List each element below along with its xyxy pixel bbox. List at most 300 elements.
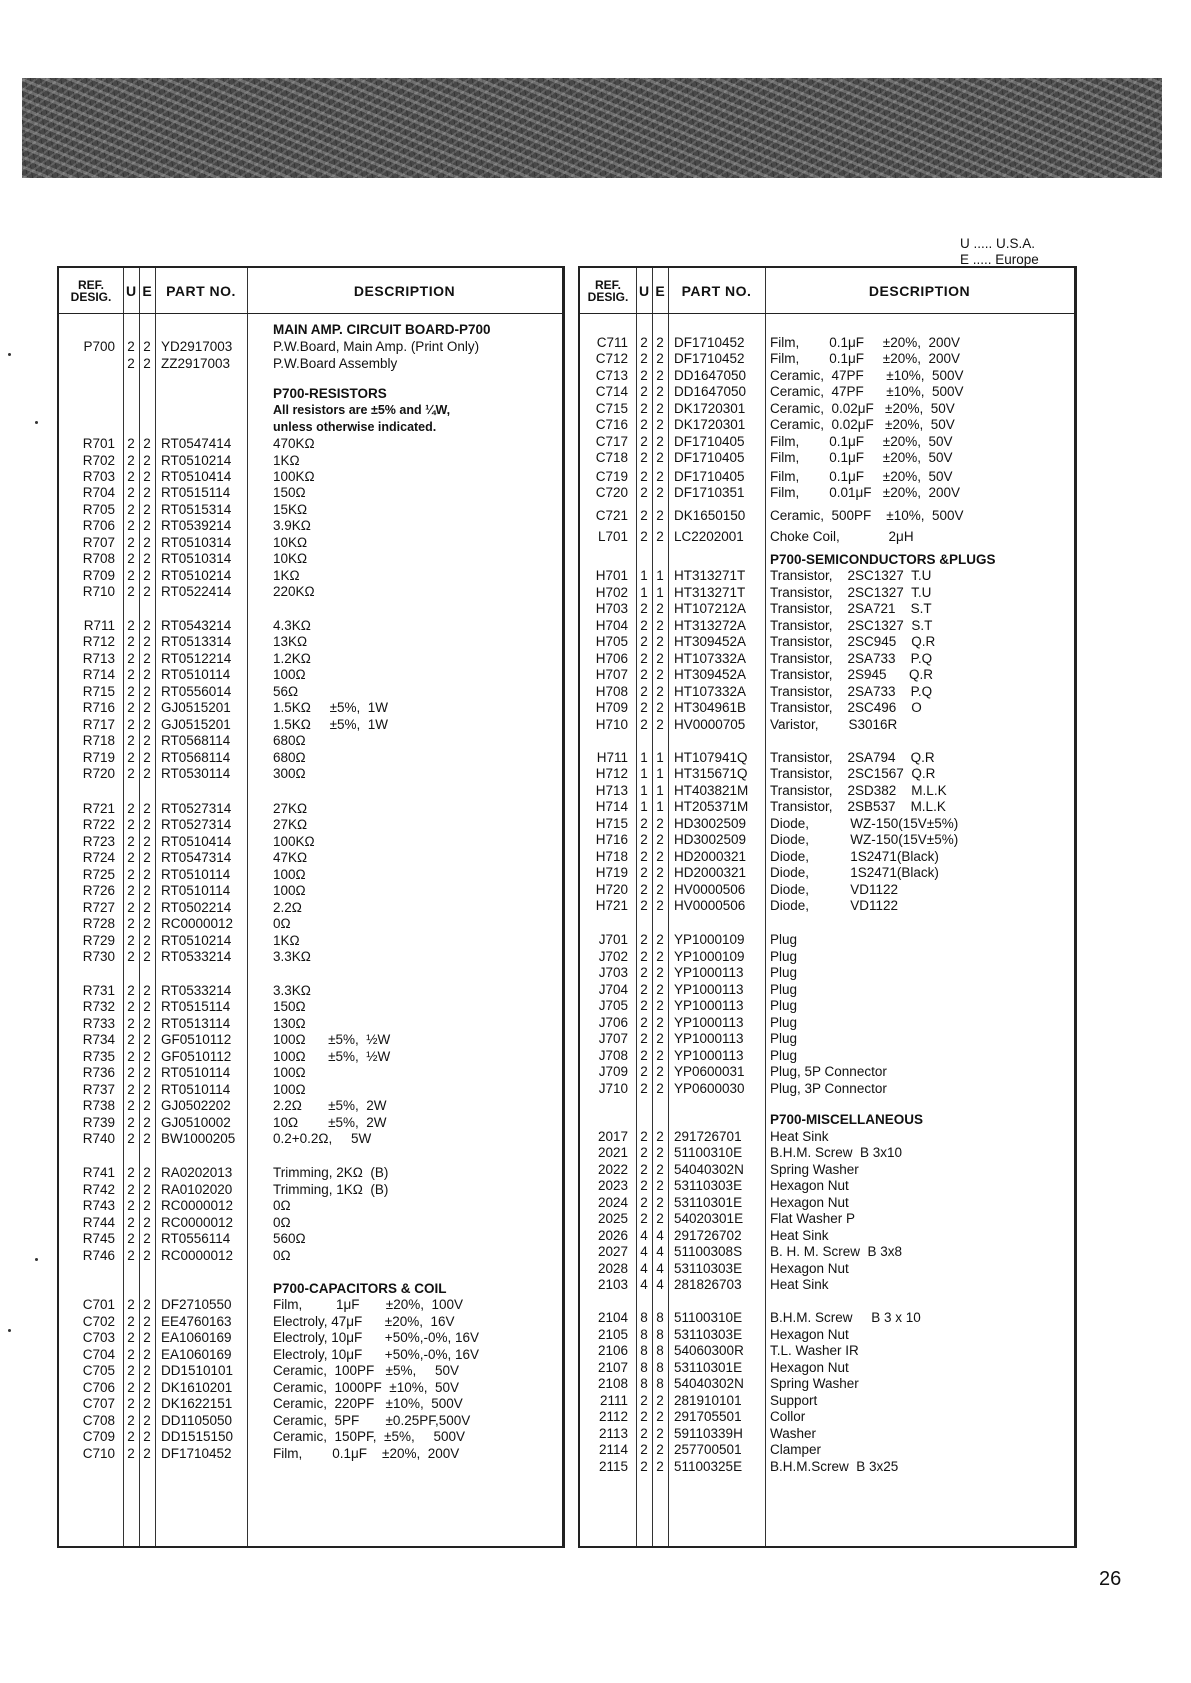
u-cell: 2 (127, 700, 135, 715)
part-no-cell: DK1720301 (674, 401, 746, 416)
description-cell: 27KΩ (273, 817, 308, 832)
description-cell: 56Ω (273, 684, 299, 699)
ref-desig-cell: C718 (595, 450, 628, 465)
e-cell: 2 (143, 834, 151, 849)
u-cell: 2 (640, 1162, 648, 1177)
u-cell: 2 (640, 1048, 648, 1063)
description-cell: 3.3KΩ (273, 983, 311, 998)
description-cell: Diode, 1S2471(Black) (770, 849, 939, 864)
description-cell: 3.3KΩ (273, 949, 311, 964)
ref-desig-cell: J706 (598, 1015, 628, 1030)
ref-desig-cell: C701 (82, 1297, 115, 1312)
description-cell: 100Ω (273, 1082, 306, 1097)
description-cell: T.L. Washer IR (770, 1343, 859, 1358)
ref-desig-cell: C714 (595, 384, 628, 399)
parts-row (580, 848, 1074, 865)
e-cell: 2 (656, 898, 664, 913)
ref-desig-cell: R739 (82, 1115, 115, 1130)
parts-row (59, 1064, 562, 1081)
part-no-cell: RT0568114 (161, 750, 231, 765)
ref-desig-cell: C715 (595, 401, 628, 416)
e-cell: 2 (143, 916, 151, 931)
description-cell: 100Ω ±5%, ½W (273, 1032, 391, 1047)
part-no-cell: RC0000012 (161, 1198, 234, 1213)
part-no-cell: HT403821M (674, 783, 749, 798)
description-cell: Plug (770, 998, 798, 1013)
u-cell: 2 (127, 453, 135, 468)
part-no-cell: EE4760163 (161, 1314, 232, 1329)
description-cell: Plug (770, 965, 798, 980)
u-cell: 2 (640, 1409, 648, 1424)
ref-desig-cell: H703 (595, 601, 628, 616)
parts-row (59, 1313, 562, 1330)
u-cell: 2 (640, 898, 648, 913)
e-cell: 2 (656, 998, 664, 1013)
e-cell: 2 (143, 1198, 151, 1213)
part-no-cell: YP1000113 (674, 1015, 744, 1030)
e-cell: 2 (656, 1426, 664, 1441)
u-cell: 2 (127, 834, 135, 849)
parts-row (59, 816, 562, 833)
part-no-header: PART NO. (681, 282, 752, 299)
u-cell: 2 (640, 832, 648, 847)
ref-desig-cell: C706 (82, 1380, 115, 1395)
u-cell: 2 (127, 584, 135, 599)
ref-desig-cell: R732 (82, 999, 115, 1014)
description-cell: Film, 0.1μF ±20%, 50V (770, 469, 953, 484)
u-cell: 2 (640, 1031, 648, 1046)
part-no-cell: RT0510114 (161, 1065, 231, 1080)
u-cell: 2 (640, 667, 648, 682)
ref-desig-cell: R711 (83, 618, 115, 633)
u-cell: 2 (127, 1198, 135, 1213)
part-no-cell: RA0102020 (161, 1182, 233, 1197)
ref-desig-cell: R729 (82, 933, 115, 948)
ref-desig-cell: R727 (82, 900, 115, 915)
parts-row (59, 435, 562, 452)
e-cell: 2 (656, 1048, 664, 1063)
e-cell: 2 (143, 1363, 151, 1378)
ref-desig-cell: C707 (82, 1396, 115, 1411)
parts-row (59, 484, 562, 501)
parts-row (580, 1425, 1074, 1442)
ref-desig-cell: R703 (82, 469, 115, 484)
u-cell: 2 (127, 1131, 135, 1146)
ref-desig-cell: 2107 (597, 1360, 628, 1375)
e-cell: 2 (143, 618, 151, 633)
part-no-cell: 281910101 (674, 1393, 742, 1408)
u-cell: 2 (127, 1396, 135, 1411)
e-cell: 2 (656, 865, 664, 880)
part-no-cell: HT309452A (674, 634, 747, 649)
parts-row (580, 666, 1074, 683)
e-cell: 2 (656, 450, 664, 465)
note-text: All resistors are ±5% and ¼W, (273, 403, 451, 417)
parts-row (59, 452, 562, 469)
e-cell: 2 (143, 1330, 151, 1345)
ref-desig-cell: R707 (82, 535, 115, 550)
e-cell: 2 (143, 436, 151, 451)
parts-row (580, 1342, 1074, 1359)
description-cell: Film, 0.1μF ±20%, 50V (770, 434, 953, 449)
e-cell: 2 (656, 832, 664, 847)
parts-row (580, 449, 1074, 466)
e-cell: 2 (143, 750, 151, 765)
e-cell: 2 (656, 651, 664, 666)
parts-row (580, 948, 1074, 965)
part-no-cell: RT0515114 (161, 999, 231, 1014)
parts-row (580, 1227, 1074, 1244)
e-cell: 2 (143, 651, 151, 666)
part-no-cell: DF1710405 (674, 469, 745, 484)
u-cell: 2 (127, 1347, 135, 1362)
parts-row (580, 683, 1074, 700)
u-cell: 2 (640, 717, 648, 732)
parts-row (59, 749, 562, 766)
e-cell: 2 (656, 700, 664, 715)
u-cell: 2 (127, 1049, 135, 1064)
e-cell: 2 (143, 1314, 151, 1329)
description-cell: 100Ω (273, 1065, 306, 1080)
parts-row (580, 1030, 1074, 1047)
ref-desig-cell: H720 (595, 882, 628, 897)
u-cell: 2 (127, 684, 135, 699)
ref-desig-cell: C708 (82, 1413, 115, 1428)
parts-row (580, 1144, 1074, 1161)
description-cell: 130Ω (273, 1016, 306, 1031)
part-no-cell: DD1510101 (161, 1363, 234, 1378)
section-title: P700-SEMICONDUCTORS &PLUGS (770, 552, 996, 567)
parts-row (580, 1392, 1074, 1409)
part-no-cell: 53110301E (674, 1360, 743, 1375)
section-title: P700-CAPACITORS & COIL (273, 1281, 447, 1296)
parts-row (580, 1080, 1074, 1097)
u-cell: 2 (640, 384, 648, 399)
description-cell: Transistor, 2SA721 S.T (770, 601, 932, 616)
u-cell: 2 (127, 900, 135, 915)
parts-row (580, 633, 1074, 650)
u-cell: 2 (640, 634, 648, 649)
e-cell: 2 (656, 1442, 664, 1457)
part-no-cell: 53110303E (674, 1327, 743, 1342)
description-cell: Transistor, 2SC1327 T.U (770, 568, 932, 583)
u-cell: 2 (640, 816, 648, 831)
description-cell: Heat Sink (770, 1228, 829, 1243)
decorative-header-banner (22, 78, 1162, 178)
description-cell: Diode, WZ-150(15V±5%) (770, 832, 959, 847)
ref-desig-cell: C704 (82, 1347, 115, 1362)
u-cell: 2 (127, 1314, 135, 1329)
part-no-cell: RT0512214 (161, 651, 232, 666)
u-cell: 2 (640, 865, 648, 880)
parts-row (59, 915, 562, 932)
part-no-cell: 51100310E (674, 1310, 743, 1325)
e-cell: 2 (143, 817, 151, 832)
u-cell: 2 (640, 469, 648, 484)
u-cell: 2 (127, 1248, 135, 1263)
u-cell: 2 (127, 1429, 135, 1444)
ref-desig-cell: J703 (598, 965, 628, 980)
description-cell: 15KΩ (273, 502, 308, 517)
note-text: unless otherwise indicated. (273, 420, 437, 434)
u-cell: 4 (640, 1261, 648, 1276)
description-cell: Plug, 5P Connector (770, 1064, 887, 1079)
section-heading (59, 321, 562, 338)
parts-row (580, 1063, 1074, 1080)
parts-row (59, 1130, 562, 1147)
part-no-cell: RC0000012 (161, 1215, 234, 1230)
e-cell: 2 (143, 485, 151, 500)
parts-row (580, 528, 1074, 545)
description-cell: 0Ω (273, 916, 291, 931)
ref-desig-header: REF. DESIG. (70, 277, 112, 304)
parts-row (59, 1097, 562, 1114)
e-cell: 2 (143, 999, 151, 1014)
part-no-cell: 281826703 (674, 1277, 742, 1292)
part-no-cell: RT0522414 (161, 584, 232, 599)
part-no-cell: RT0515314 (161, 502, 232, 517)
parts-row (59, 932, 562, 949)
u-cell: 2 (640, 335, 648, 350)
description-cell: 0Ω (273, 1215, 291, 1230)
description-cell: Ceramic, 500PF ±10%, 500V (770, 508, 964, 523)
u-cell: 2 (640, 1145, 648, 1160)
e-cell: 2 (143, 1396, 151, 1411)
u-cell: 2 (640, 450, 648, 465)
ref-desig-cell: C720 (595, 485, 628, 500)
u-cell: 2 (640, 849, 648, 864)
legend-usa: U ..... U.S.A. (960, 236, 1036, 251)
part-no-cell: ZZ2917003 (161, 356, 231, 371)
e-cell: 2 (143, 667, 151, 682)
part-no-cell: RT0510314 (161, 551, 232, 566)
u-cell: 2 (127, 518, 135, 533)
section-heading (580, 551, 1074, 568)
ref-desig-cell: R740 (82, 1131, 115, 1146)
parts-row (580, 1276, 1074, 1293)
e-cell: 1 (656, 568, 664, 583)
part-no-cell: RT0515114 (161, 485, 231, 500)
part-no-cell: 54040302N (674, 1376, 744, 1391)
parts-row (59, 866, 562, 883)
ref-desig-cell: 2106 (597, 1343, 628, 1358)
e-cell: 2 (143, 634, 151, 649)
parts-row (580, 881, 1074, 898)
u-cell: 8 (640, 1310, 648, 1325)
part-no-cell: 54020301E (674, 1211, 744, 1226)
part-no-cell: RT0510314 (161, 535, 232, 550)
u-cell: 2 (640, 529, 648, 544)
part-no-cell: 59110339H (674, 1426, 743, 1441)
description-cell: 0Ω (273, 1198, 291, 1213)
part-no-cell: YP0600030 (674, 1081, 745, 1096)
description-cell: 1KΩ (273, 568, 300, 583)
parts-row (580, 600, 1074, 617)
part-no-cell: 51100325E (674, 1459, 743, 1474)
part-no-cell: YP1000113 (674, 965, 744, 980)
e-cell: 2 (143, 518, 151, 533)
u-cell: 8 (640, 1360, 648, 1375)
e-cell: 8 (656, 1376, 664, 1391)
ref-desig-cell: 2108 (597, 1376, 628, 1391)
u-cell: 2 (127, 717, 135, 732)
parts-row (59, 1015, 562, 1032)
description-cell: Hexagon Nut (770, 1327, 849, 1342)
description-cell: Ceramic, 0.02μF ±20%, 50V (770, 417, 955, 432)
description-cell: Spring Washer (770, 1162, 859, 1177)
ref-desig-cell: H705 (595, 634, 628, 649)
part-no-cell: HT313272A (674, 618, 747, 633)
description-cell: Ceramic, 1000PF ±10%, 50V (273, 1380, 459, 1395)
e-cell: 2 (656, 717, 664, 732)
parts-row (580, 864, 1074, 881)
parts-row (59, 732, 562, 749)
parts-row (580, 1243, 1074, 1260)
ref-desig-cell: C709 (82, 1429, 115, 1444)
ref-desig-cell: R723 (82, 834, 115, 849)
u-cell: 1 (640, 799, 648, 814)
description-cell: Varistor, S3016R (770, 717, 898, 732)
u-cell: 2 (640, 601, 648, 616)
ref-desig-cell: R713 (82, 651, 115, 666)
parts-row (580, 798, 1074, 815)
part-no-cell: DK1720301 (674, 417, 746, 432)
e-cell: 2 (656, 949, 664, 964)
parts-row (580, 831, 1074, 848)
e-cell: 2 (656, 384, 664, 399)
part-no-cell: DF1710351 (674, 485, 745, 500)
ref-desig-cell: R720 (82, 766, 115, 781)
ref-desig-cell: 2103 (597, 1277, 628, 1292)
e-cell: 2 (656, 529, 664, 544)
u-cell: 2 (127, 634, 135, 649)
parts-row (59, 1230, 562, 1247)
part-no-cell: YP0600031 (674, 1064, 745, 1079)
parts-row (580, 1441, 1074, 1458)
parts-row (59, 833, 562, 850)
part-no-cell: RC0000012 (161, 916, 234, 931)
e-cell: 2 (656, 1459, 664, 1474)
ref-desig-cell: C712 (595, 351, 628, 366)
description-cell: Film, 0.1μF ±20%, 200V (273, 1446, 460, 1461)
u-cell: 2 (127, 949, 135, 964)
e-cell: 2 (143, 766, 151, 781)
e-cell: 2 (656, 508, 664, 523)
ref-desig-cell: H709 (595, 700, 628, 715)
parts-row (580, 897, 1074, 914)
parts-row (59, 948, 562, 965)
parts-row (59, 617, 562, 634)
part-no-cell: HT313271T (674, 568, 746, 583)
description-cell: 2.2Ω (273, 900, 302, 915)
section-heading (580, 1111, 1074, 1128)
description-cell: 4.3KΩ (273, 618, 311, 633)
parts-row (580, 584, 1074, 601)
u-cell: 2 (640, 982, 648, 997)
u-cell: 2 (640, 401, 648, 416)
part-no-cell: HV0000705 (674, 717, 746, 732)
u-cell: 2 (127, 867, 135, 882)
e-cell: 2 (656, 1081, 664, 1096)
u-cell: 2 (127, 1098, 135, 1113)
e-cell: 2 (143, 733, 151, 748)
description-cell: Diode, VD1122 (770, 882, 899, 897)
ref-desig-cell: C721 (595, 508, 628, 523)
u-cell: 2 (127, 1363, 135, 1378)
u-cell: 8 (640, 1343, 648, 1358)
e-cell: 2 (143, 1131, 151, 1146)
u-cell: 2 (640, 1178, 648, 1193)
part-no-cell: GF0510112 (161, 1032, 232, 1047)
part-no-cell: 257700501 (674, 1442, 742, 1457)
part-no-cell: RT0547314 (161, 850, 232, 865)
description-cell: 470KΩ (273, 436, 315, 451)
ref-desig-cell: R721 (82, 801, 115, 816)
e-cell: 2 (656, 1129, 664, 1144)
u-cell: 2 (127, 1032, 135, 1047)
description-cell: B.H.M.Screw B 3x25 (770, 1459, 899, 1474)
description-cell: Ceramic, 47PF ±10%, 500V (770, 384, 964, 399)
u-cell: 2 (127, 667, 135, 682)
description-cell: Transistor, 2SC1567 Q.R (770, 766, 936, 781)
parts-row (59, 1031, 562, 1048)
description-cell: 10Ω ±5%, 2W (273, 1115, 387, 1130)
parts-row (59, 882, 562, 899)
part-no-cell: 53110303E (674, 1261, 743, 1276)
description-cell: Choke Coil, 2μH (770, 529, 914, 544)
parts-row (59, 1362, 562, 1379)
parts-row (59, 899, 562, 916)
e-cell: 2 (143, 933, 151, 948)
u-cell: 2 (640, 949, 648, 964)
part-no-cell: YP1000109 (674, 932, 745, 947)
ref-desig-cell: 2115 (598, 1459, 628, 1474)
part-no-cell: RT0510214 (161, 453, 232, 468)
u-cell: 2 (127, 1016, 135, 1031)
e-cell: 2 (143, 356, 151, 371)
description-cell: Plug (770, 949, 798, 964)
ref-desig-cell: R724 (82, 850, 115, 865)
e-cell: 2 (656, 469, 664, 484)
part-no-cell: HT315671Q (674, 766, 748, 781)
e-cell: 2 (656, 1064, 664, 1079)
u-cell: 2 (127, 618, 135, 633)
e-cell: 2 (656, 932, 664, 947)
part-no-cell: HV0000506 (674, 898, 746, 913)
part-no-cell: RT0510214 (161, 933, 232, 948)
part-no-cell: RT0510114 (161, 1082, 231, 1097)
part-no-cell: RT0556014 (161, 684, 232, 699)
parts-row (580, 400, 1074, 417)
u-cell: 2 (127, 1413, 135, 1428)
parts-row (59, 338, 562, 355)
e-cell: 2 (143, 700, 151, 715)
section-heading (59, 1280, 562, 1297)
ref-desig-cell: 2114 (598, 1442, 628, 1457)
part-no-cell: DF1710452 (674, 335, 745, 350)
parts-row (580, 617, 1074, 634)
part-no-cell: DD1515150 (161, 1429, 234, 1444)
u-cell: 2 (127, 1297, 135, 1312)
u-cell: 2 (127, 1082, 135, 1097)
parts-row (59, 583, 562, 600)
description-cell: 1.5KΩ ±5%, 1W (273, 700, 389, 715)
description-cell: 100Ω ±5%, ½W (273, 1049, 391, 1064)
part-no-cell: GF0510112 (161, 1049, 232, 1064)
u-cell: 2 (127, 568, 135, 583)
part-no-cell: 54060300R (674, 1343, 744, 1358)
legend-europe: E ..... Europe (960, 252, 1039, 267)
